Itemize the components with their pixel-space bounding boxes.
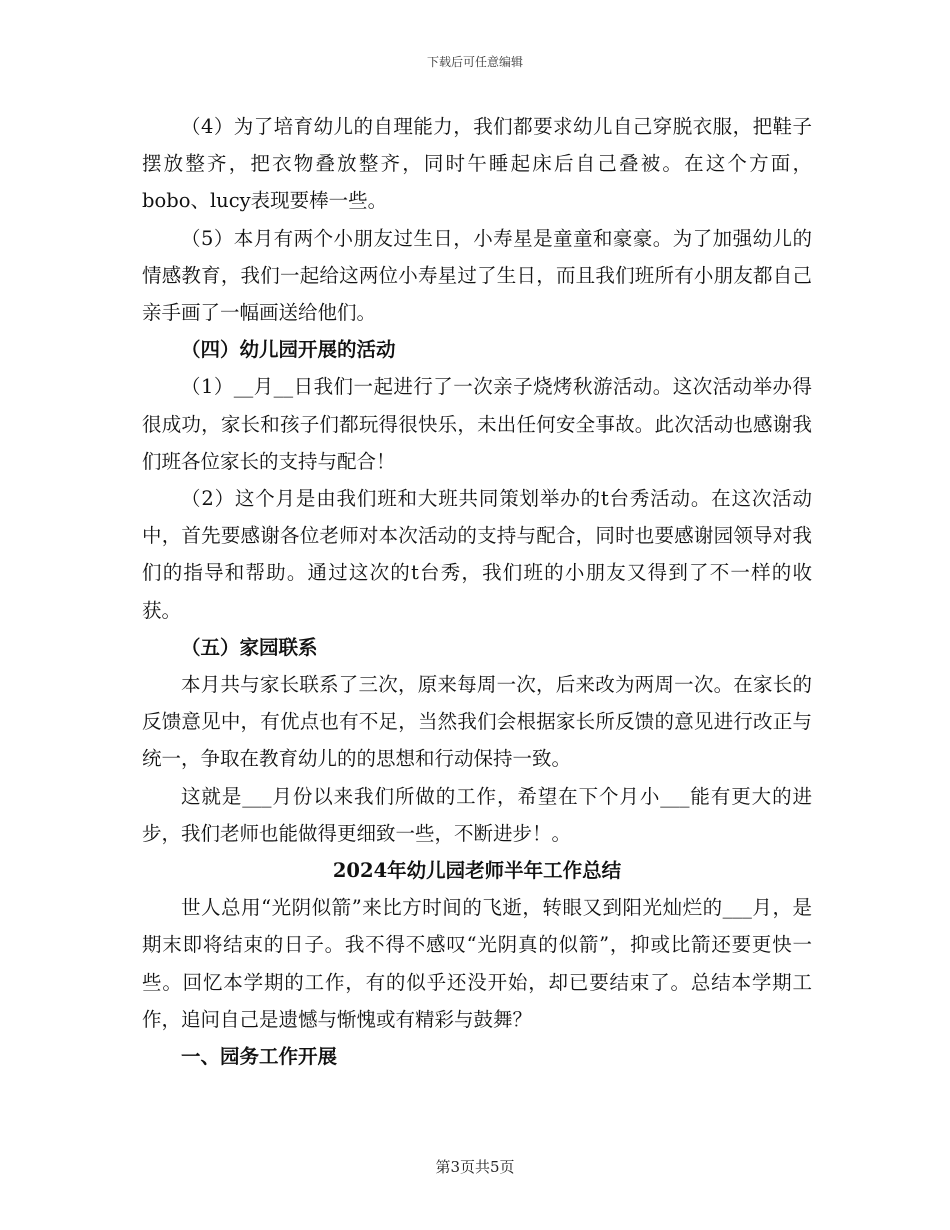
paragraph-self-care: （4）为了培育幼儿的自理能力，我们都要求幼儿自己穿脱衣服，把鞋子摆放整齐，把衣物叠放整齐，同时午睡起床后自己叠被。在这个方面，bobo、lucy表现要棒一些。: [142, 115, 812, 213]
section-heading-garden-work: 一、园务工作开展: [181, 1045, 338, 1069]
paragraph-intro: 世人总用“光阴似箭”来比方时间的飞逝，转眼又到阳光灿烂的___月，是期末即将结束的日子。我不得不感叹“光阴真的似箭”，抑或比箭还要更快一些。回忆本学期的工作，有的似乎还没开始，却已要结束了。总结本学期工作，追问自己是遗憾与惭愧或有精彩与鼓舞？: [142, 896, 812, 1031]
page-header: 下载后可任意编辑: [426, 55, 523, 69]
section-heading-home-school: （五）家园联系: [181, 635, 318, 659]
section-heading-activities: （四）幼儿园开展的活动: [181, 338, 396, 362]
paragraph-closing: 这就是___月份以来我们所做的工作，希望在下个月小___能有更大的进步，我们老师也能做得更细致一些，不断进步！。: [142, 784, 812, 845]
paragraph-birthday: （5）本月有两个小朋友过生日，小寿星是童童和豪豪。为了加强幼儿的情感教育，我们一起给这两位小寿星过了生日，而且我们班所有小朋友都自己亲手画了一幅画送给他们。: [142, 226, 812, 325]
page-footer: 第3页共5页: [435, 1158, 515, 1176]
paragraph-parent-contact: 本月共与家长联系了三次，原来每周一次，后来改为两周一次。在家长的反馈意见中，有优点也有不足，当然我们会根据家长所反馈的意见进行改正与统一，争取在教育幼儿的的思想和行动保持一致。: [142, 673, 812, 771]
paragraph-bbq-outing: （1）__月__日我们一起进行了一次亲子烧烤秋游活动。这次活动举办得很成功，家长和孩子们都玩得很快乐，未出任何安全事故。此次活动也感谢我们班各位家长的支持与配合！: [142, 375, 812, 473]
document-title: 2024年幼儿园老师半年工作总结: [332, 859, 622, 883]
paragraph-t-show: （2）这个月是由我们班和大班共同策划举办的t台秀活动。在这次活动中，首先要感谢各位老师对本次活动的支持与配合，同时也要感谢园领导对我们的指导和帮助。通过这次的t台秀，我们班的小朋友又得到了不一样的收获。: [142, 487, 812, 622]
document-body: [142, 108, 812, 1075]
